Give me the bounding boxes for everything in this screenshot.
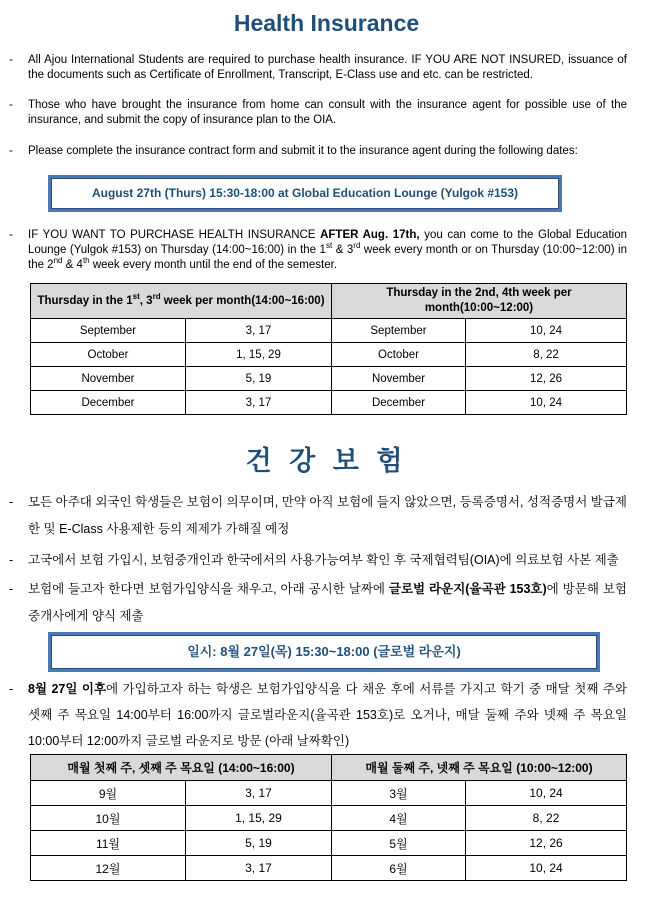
bullet-dash: - [9,99,13,111]
bold-after-date: AFTER Aug. 17th, [320,229,420,241]
month-cell: December [31,391,186,415]
bold-lounge-location: 글로벌 라운지(율곡관 153호) [388,582,547,596]
schedule-table-kr [30,754,627,881]
table-header-left: 매월 첫째 주, 셋째 주 목요일 (14:00~16:00) [31,755,332,781]
table-row [31,367,627,391]
highlight-box-kr: 일시: 8월 27일(목) 15:30~18:00 (글로벌 라운지) [48,632,600,672]
dates-cell: 10, 24 [466,319,627,343]
bullet-item [0,547,653,574]
bullet-item [0,576,653,630]
bullet-item [0,53,653,83]
bullet-text: IF YOU WANT TO PURCHASE HEALTH INSURANCE AFTER Aug. 17th, you can come to the Global Education Lounge (Yulgok #153) on Thursday (14:00~16:00) in the 1st & 3rd week every month or on Thursday (10:00~12:00) in the 2nd & 4th week every month until the end of the semester. [28,229,627,271]
dates-cell: 3, 17 [185,781,331,806]
bullet-dash: - [9,54,13,66]
schedule-table-en [30,283,627,415]
table-row [31,391,627,415]
dates-cell: 10, 24 [466,856,627,881]
month-cell: October [31,343,186,367]
bullet-dash: - [9,553,14,567]
month-cell: 9월 [31,781,186,806]
dates-cell: 12, 26 [466,367,627,391]
month-cell: 4월 [331,806,465,831]
dates-cell: 3, 17 [185,391,331,415]
dates-cell: 1, 15, 29 [185,343,331,367]
bullet-text: All Ajou International Students are required to purchase health insurance. IF YOU ARE NOT INSURED, issuance of the documents such as Certificate of Enrollment, Transcript, E-Class use and etc. can be restricted. [28,54,627,81]
month-cell: December [331,391,465,415]
table-row [31,806,627,831]
dates-cell: 8, 22 [466,343,627,367]
month-cell: 5월 [331,831,465,856]
bullet-item [0,144,653,159]
dates-cell: 1, 15, 29 [185,806,331,831]
page-title-en: Health Insurance [233,10,420,36]
dates-cell: 10, 24 [466,781,627,806]
table-row [31,781,627,806]
bullet-dash: - [9,495,14,509]
bullet-dash: - [9,229,13,241]
bullet-text: 보험에 들고자 한다면 보험가입양식을 채우고, 아래 공시한 날짜에 글로벌 라운지(율곡관 153호)에 방문해 보험 중개사에게 양식 제출 [28,582,627,623]
table-header-row [31,284,627,319]
dates-cell: 5, 19 [185,367,331,391]
month-cell: October [331,343,465,367]
dates-cell: 5, 19 [185,831,331,856]
month-cell: 10월 [31,806,186,831]
month-cell: 3월 [331,781,465,806]
bullet-text: 고국에서 보험 가입시, 보험중개인과 한국에서의 사용가능여부 확인 후 국제협력팀(OIA)에 의료보험 사본 제출 [28,553,619,567]
dates-cell: 10, 24 [466,391,627,415]
dates-cell: 3, 17 [185,319,331,343]
bullet-text: Please complete the insurance contract form and submit it to the insurance agent during the following dates: [28,145,578,157]
table-header-row [31,755,627,781]
bold-after-date-kr: 8월 27일 이후 [28,682,107,696]
bullet-dash: - [9,582,14,596]
dates-cell: 8, 22 [466,806,627,831]
month-cell: 11월 [31,831,186,856]
bullet-text: Those who have brought the insurance from home can consult with the insurance agent for possible use of the insurance, and submit the copy of insurance plan to the OIA. [28,99,627,126]
table-header-left: Thursday in the 1st, 3rd week per month(14:00~16:00) [31,284,332,319]
dates-cell: 3, 17 [185,856,331,881]
month-cell: 6월 [331,856,465,881]
highlight-box-en: August 27th (Thurs) 15:30-18:00 at Global Education Lounge (Yulgok #153) [48,175,562,212]
page-title-kr: 건 강 보 험 [245,446,408,476]
bullet-dash: - [9,145,13,157]
bullet-text: 모든 아주대 외국인 학생들은 보험이 의무이며, 만약 아직 보험에 들지 않았으면, 등록증명서, 성적증명서 발급제한 및 E-Class 사용제한 등의 제제가 가해질 예정 [28,495,627,536]
month-cell: November [331,367,465,391]
bullet-dash: - [9,682,14,696]
bullet-item [0,98,653,128]
dates-cell: 12, 26 [466,831,627,856]
month-cell: 12월 [31,856,186,881]
bullet-item [0,489,653,543]
table-header-right: 매월 둘째 주, 넷째 주 목요일 (10:00~12:00) [331,755,626,781]
month-cell: September [331,319,465,343]
table-row [31,856,627,881]
table-row [31,319,627,343]
bullet-item [0,676,653,754]
month-cell: September [31,319,186,343]
bullet-item [0,228,653,273]
month-cell: November [31,367,186,391]
table-row [31,343,627,367]
table-row [31,831,627,856]
bullet-text: 8월 27일 이후에 가입하고자 하는 학생은 보험가입양식을 다 채운 후에 서류를 가지고 학기 중 매달 첫째 주와 셋째 주 목요일 14:00부터 16:00까지 글로벌라운지(율곡관 153호)로 오거나, 매달 둘째 주와 넷째 주 목요일 10:00부터 12:00까지 글로벌 라운지로 방문 (아래 날짜확인) [28,682,627,748]
table-header-right: Thursday in the 2nd, 4th week per month(10:00~12:00) [331,284,626,319]
